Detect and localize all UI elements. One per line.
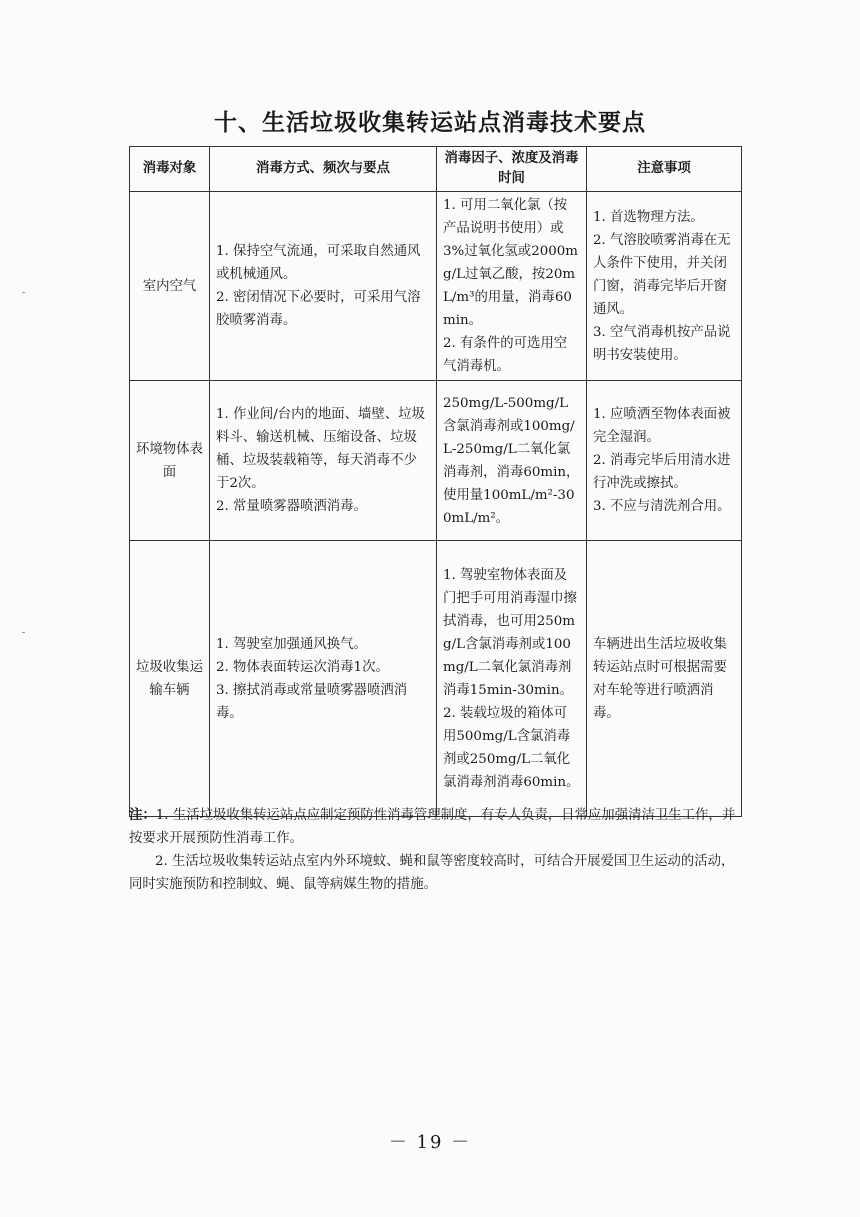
method-line: 1. 保持空气流通，可采取自然通风或机械通风。: [216, 244, 421, 282]
table-row: [130, 541, 742, 817]
footnotes: [129, 804, 741, 896]
scan-speck: [22, 292, 25, 293]
notes-line: 1. 首选物理方法。: [593, 209, 704, 225]
cell-factor: [437, 541, 587, 817]
method-line: 1. 驾驶室加强通风换气。: [216, 636, 367, 652]
method-line: 3. 擦拭消毒或常量喷雾器喷洒消毒。: [216, 682, 408, 721]
method-line: 2. 密闭情况下必要时，可采用气溶胶喷雾消毒。: [216, 290, 421, 328]
notes-line: 2. 消毒完毕后用清水进行冲洗或擦拭。: [593, 453, 731, 491]
cell-method: [210, 381, 437, 541]
footnote-1: [129, 804, 741, 850]
cell-method: [210, 192, 437, 381]
cell-notes: [587, 192, 742, 381]
cell-object: 室内空气: [130, 192, 210, 381]
cell-factor: [437, 381, 587, 541]
method-line: 2. 物体表面转运次消毒1次。: [216, 659, 389, 675]
notes-line: 车辆进出生活垃圾收集转运站点时可根据需要对车轮等进行喷洒消毒。: [593, 636, 727, 721]
factor-line: 1. 可用二氧化氯（按产品说明书使用）或3%过氧化氢或2000mg/L过氧乙酸，按20mL/m³的用量，消毒60min。: [443, 198, 578, 328]
method-line: 1. 作业间/台内的地面、墙壁、垃圾料斗、输送机械、压缩设备、垃圾桶、垃圾装载箱等，每天消毒不少于2次。: [216, 407, 426, 491]
page-title: 十、生活垃圾收集转运站点消毒技术要点: [214, 110, 646, 136]
table-header-row: [130, 147, 742, 192]
notes-line: 1. 应喷洒至物体表面被完全湿润。: [593, 407, 731, 445]
cell-method: [210, 541, 437, 817]
notes-line: 2. 气溶胶喷雾消毒在无人条件下使用，并关闭门窗，消毒完毕后开窗通风。: [593, 232, 731, 317]
factor-line: 2. 装载垃圾的箱体可用500mg/L含氯消毒剂或250mg/L二氧化氯消毒剂消毒60min。: [443, 705, 580, 790]
factor-line: 250mg/L-500mg/L含氯消毒剂或100mg/L-250mg/L二氧化氯消毒剂，消毒60min，使用量100mL/m²-300mL/m²。: [443, 395, 580, 526]
footnote-text: 1. 生活垃圾收集转运站点应制定预防性消毒管理制度，有专人负责，日常应加强清洁卫生工作，并按要求开展预防性消毒工作。: [129, 808, 736, 846]
column-header-notes: 注意事项: [587, 147, 742, 192]
column-header-method: 消毒方式、频次与要点: [210, 147, 437, 192]
scan-speck: [22, 632, 25, 633]
footnote-label: 注：: [129, 808, 156, 823]
table-row: [130, 381, 742, 541]
cell-object: 垃圾收集运输车辆: [130, 541, 210, 817]
footnote-2: 2. 生活垃圾收集转运站点室内外环境蚊、蝇和鼠等密度较高时，可结合开展爱国卫生运动的活动，同时实施预防和控制蚊、蝇、鼠等病媒生物的措施。: [129, 854, 735, 892]
table-row: [130, 192, 742, 381]
factor-line: 1. 驾驶室物体表面及门把手可用消毒湿巾擦拭消毒，也可用250mg/L含氯消毒剂或100mg/L二氧化氯消毒剂消毒15min-30min。: [443, 567, 577, 698]
page-number: － 19 －: [388, 1132, 472, 1153]
cell-notes: [587, 541, 742, 817]
column-header-object: 消毒对象: [130, 147, 210, 192]
factor-line: 2. 有条件的可选用空气消毒机。: [443, 336, 568, 374]
method-line: 2. 常量喷雾器喷洒消毒。: [216, 499, 367, 514]
cell-factor: [437, 192, 587, 381]
notes-line: 3. 空气消毒机按产品说明书安装使用。: [593, 324, 731, 363]
cell-object: 环境物体表面: [130, 381, 210, 541]
notes-line: 3. 不应与清洗剂合用。: [593, 499, 731, 514]
cell-notes: [587, 381, 742, 541]
column-header-factor: 消毒因子、浓度及消毒时间: [437, 147, 587, 192]
disinfection-table: [129, 146, 742, 817]
